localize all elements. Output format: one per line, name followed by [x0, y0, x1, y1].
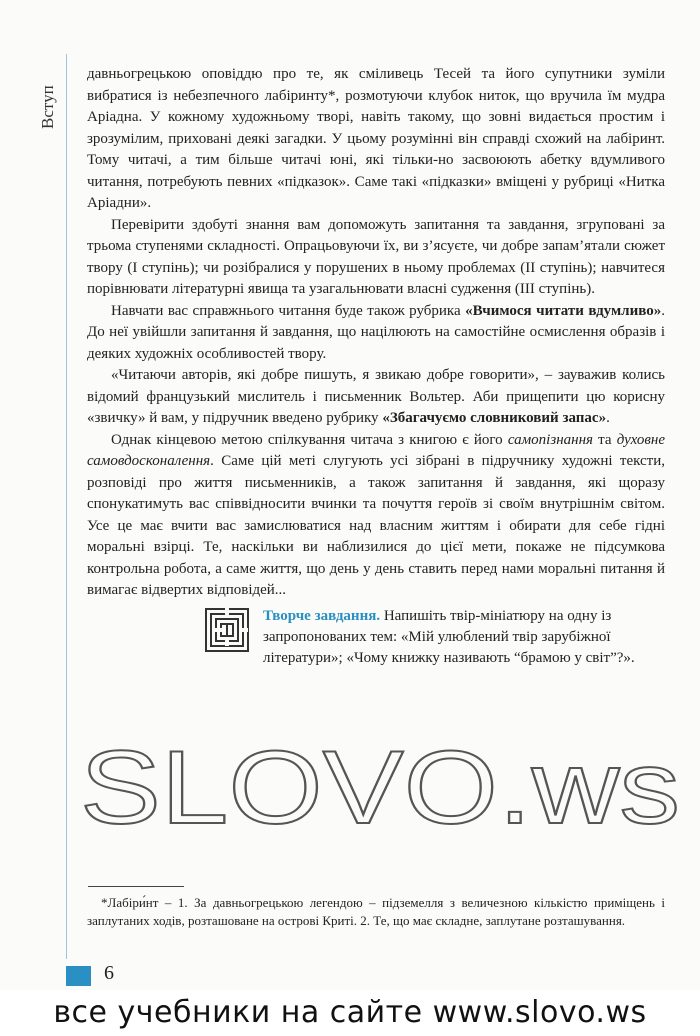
site-banner: все учебники на сайте www.slovo.ws	[0, 990, 700, 1036]
creative-task-body: Напишіть твір-мініатюру на одну із запропонованих тем: «Мій улюблений твір зарубіжної літератури»; «Чому книжку називають “брамою у світ”?».	[263, 608, 635, 666]
margin-rule	[66, 54, 67, 959]
term-self-knowledge: самопізнання	[507, 431, 593, 448]
footnote-term: *Лабіри́нт	[101, 895, 159, 910]
page-number-marker	[66, 966, 91, 986]
footnote	[87, 894, 665, 930]
paragraph-5	[87, 430, 665, 602]
footnote-rule	[88, 886, 184, 887]
rubric-vocabulary: «Збагачуємо словниковий запас»	[382, 410, 607, 426]
page-number: 6	[104, 962, 114, 984]
paragraph-5-text-a: Однак кінцевою метою спілкування читача з книгою є його	[111, 431, 508, 448]
paragraph-1: давньогрецькою оповіддю про те, як сміливець Тесей та його супутники зуміли вибратися із небезпечного лабіринту*, розмотуючи клубок ниток, що вручила їм мудра Аріадна. У кожному художньому творі, навіть такому, що зовні видається простим і зрозумілим, приховані деякі загадки. У цьому розумінні він справді схожий на лабіринт. Тому читачі, а тим більше читачі юні, які тільки-но засвоюють абетку вдумливого читання, потребують певних «підказок». Саме такі «підказки» вміщені у рубриці «Нитка Аріадни».	[87, 66, 665, 211]
creative-task-title: Творче завдання.	[263, 608, 381, 624]
watermark-logo	[80, 735, 680, 835]
footnote-text: – 1. За давньогрецькою легендою – підземелля з величезною кількістю приміщень і заплутаних ходів, розташоване на острові Криті. 2. Те, що має складне, заплутане розташування.	[87, 895, 665, 928]
paragraph-2: Перевірити здобуті знання вам допоможуть запитання та завдання, згруповані за трьома ступенями складності. Опрацьовуючи їх, ви з’ясуєте, чи добре запам’ятали сюжет твору (I ступінь); чи розібралися у порушених в ньому проблемах (II ступінь); навчитеся порівнювати літературні явища та узагальнювати власні судження (III ступінь).	[87, 216, 665, 297]
paragraph-3-text: Навчати вас справжнього читання буде також рубрика	[111, 302, 466, 319]
labyrinth-icon	[205, 608, 249, 652]
section-label: Вступ	[38, 85, 57, 129]
body-text	[87, 64, 665, 602]
paragraph-3	[87, 301, 665, 366]
creative-task-text	[263, 606, 673, 669]
paragraph-3-text-end: . До неї увійшли запитання й завдання, що націлюють на самостійне осмислення образів і деяких художніх особливостей твору.	[87, 302, 665, 362]
watermark-text: SLOVO.ws	[80, 735, 680, 835]
paragraph-4	[87, 365, 665, 430]
paragraph-4-text: «Читаючи авторів, які добре пишуть, я звикаю добре говорити», – зауважив колись відомий французький мислитель і письменник Вольтер. Аби прищепити цю корисну «звичку» й вам, у підручник введено рубрику	[87, 367, 665, 426]
paragraph-5-text-c: . Саме цій меті слугують усі зібрані в підручнику художні тексти, розповіді про життя письменників, а також запитання й завдання, які щоразу спонукатимуть вас співвідносити вчинки та почуття героїв зі своїм внутрішнім світом. Усе це має вчити вас замислюватися над власним життям і обирати для себе гідні моральні взірці. Те, наскільки ви наблизилися до цієї мети, покаже не підсумкова контрольна робота, а саме життя, що день у день ставить перед нами моральні питання й вимагає відвертих відповідей...	[87, 453, 665, 598]
paragraph-4-text-end: .	[606, 410, 610, 426]
term-spiritual-improvement: духовне самовдосконалення	[87, 431, 665, 469]
rubric-read-thoughtfully: «Вчимося читати вдумливо»	[465, 302, 662, 319]
paragraph-5-text-b: та	[593, 431, 617, 448]
